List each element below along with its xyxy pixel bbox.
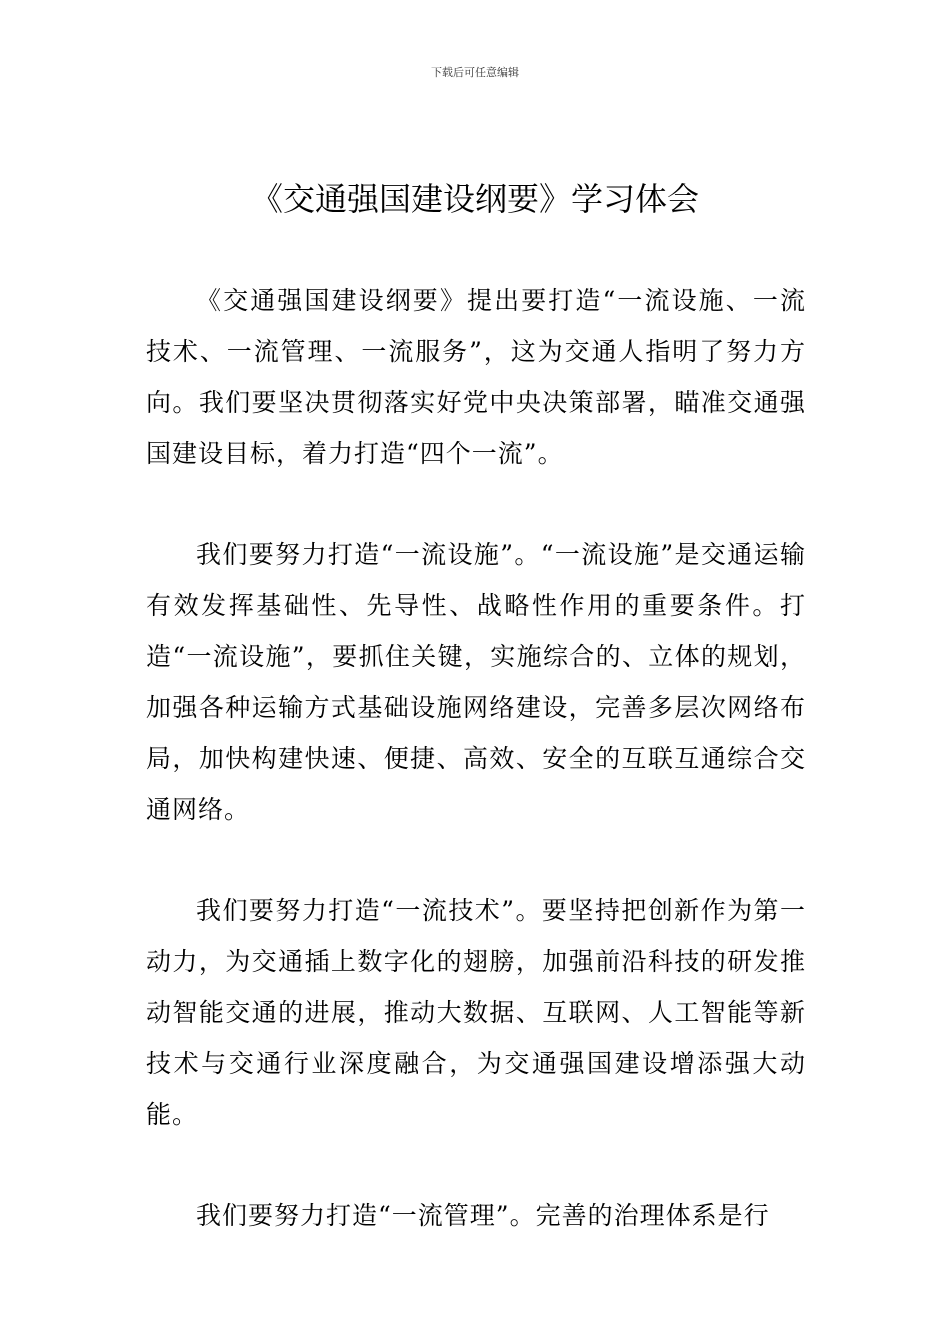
paragraph-facilities: 我们要努力打造“一流设施”。“一流设施”是交通运输有效发挥基础性、先导性、战略性作用的重要条件。打造“一流设施”，要抓住关键，实施综合的、立体的规划，加强各种运输方式基础设施网络建设，完善多层次网络布局，加快构建快速、便捷、高效、安全的互联互通综合交通网络。 (146, 540, 806, 824)
paragraph-management: 我们要努力打造“一流管理”。完善的治理体系是行 (196, 1201, 770, 1230)
paragraph-technology: 我们要努力打造“一流技术”。要坚持把创新作为第一动力，为交通插上数字化的翅膀，加强前沿科技的研发推动智能交通的进展，推动大数据、互联网、人工智能等新技术与交通行业深度融合，为交通强国建设增添强大动能。 (146, 896, 806, 1129)
header-note: 下载后可任意编辑 (431, 66, 519, 79)
document-body (146, 275, 806, 1291)
paragraph-intro: 《交通强国建设纲要》提出要打造“一流设施、一流技术、一流管理、一流服务”，这为交通人指明了努力方向。我们要坚决贯彻落实好党中央决策部署，瞄准交通强国建设目标，着力打造“四个一流”。 (146, 286, 806, 468)
document-title: 《交通强国建设纲要》学习体会 (250, 180, 699, 218)
